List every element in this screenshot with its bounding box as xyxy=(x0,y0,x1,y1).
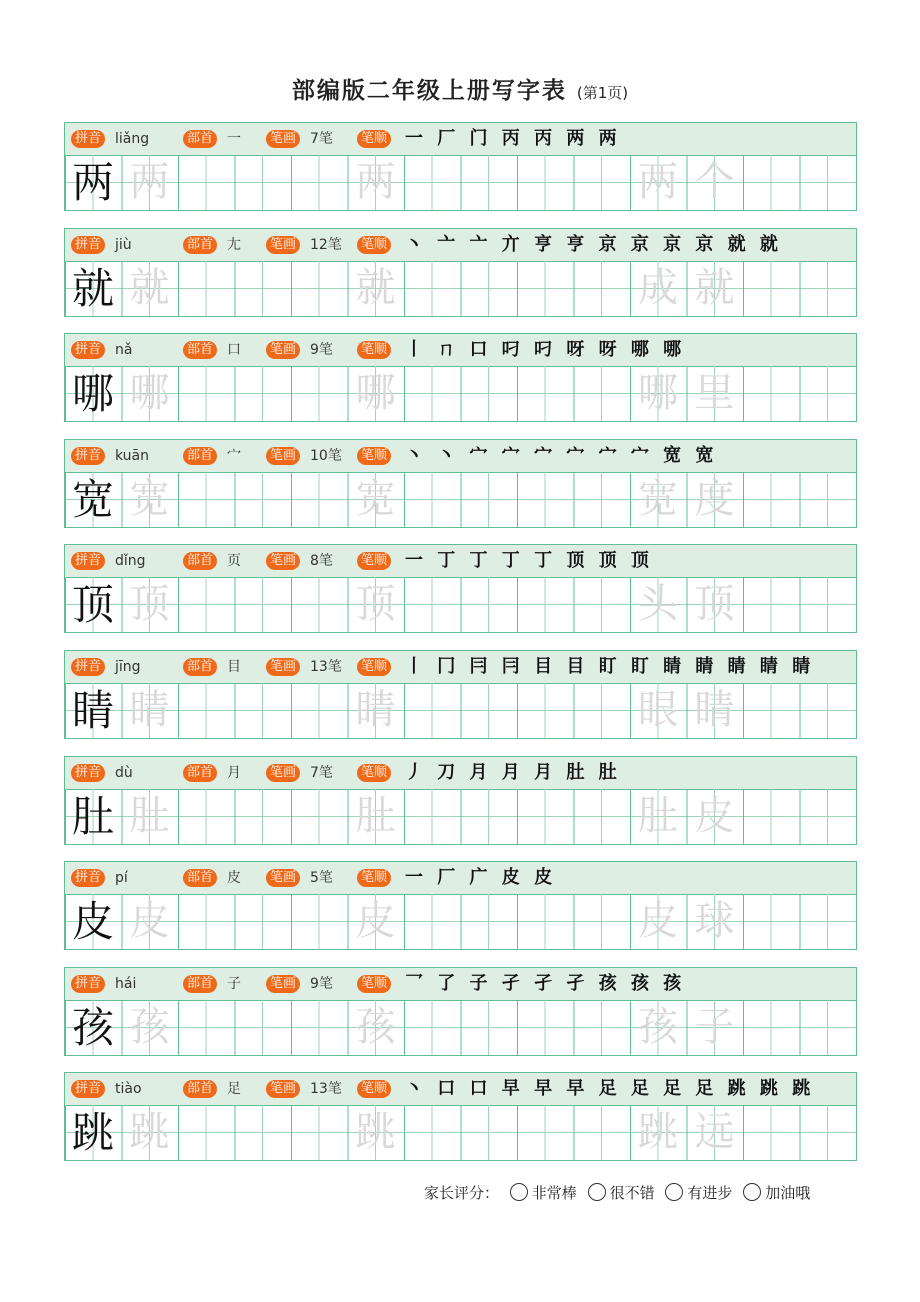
word-trace-character: 肚 xyxy=(638,792,678,839)
pinyin-value: pí xyxy=(115,870,128,887)
character-entry xyxy=(64,1072,857,1165)
pinyin-value: jīng xyxy=(115,659,141,675)
radical-value: 宀 xyxy=(227,447,241,464)
stroke-count-value: 13笔 xyxy=(310,659,342,675)
word-trace-character: 子 xyxy=(694,1003,735,1050)
radical-value: 一 xyxy=(227,131,241,147)
writing-grid[interactable] xyxy=(64,1105,857,1161)
word-trace-character: 皮 xyxy=(638,898,678,945)
stroke-count-tag: 笔画 xyxy=(266,658,300,676)
radio-circle-icon[interactable] xyxy=(588,1183,606,1201)
stroke-count-tag: 笔画 xyxy=(266,447,300,465)
entry-info-bar xyxy=(64,228,857,262)
character-entry xyxy=(64,333,857,426)
character-entry xyxy=(64,756,857,849)
pinyin-value: liǎng xyxy=(115,131,150,147)
stroke-order-tag: 笔顺 xyxy=(357,341,391,359)
word-trace-character: 孩 xyxy=(638,1003,678,1050)
stroke-count-value: 7笔 xyxy=(310,131,333,147)
radical-value: 口 xyxy=(227,342,241,359)
trace-character: 皮 xyxy=(355,898,396,945)
word-trace-character: 宽 xyxy=(638,475,678,522)
stroke-order-tag: 笔顺 xyxy=(357,658,391,676)
character-entry xyxy=(64,544,857,637)
radical-tag: 部首 xyxy=(183,658,217,676)
title-text: 部编版二年级上册写字表 xyxy=(291,77,567,104)
radio-circle-icon[interactable] xyxy=(665,1183,683,1201)
word-trace-character: 头 xyxy=(638,581,678,628)
model-character: 顶 xyxy=(71,580,114,630)
stroke-count-tag: 笔画 xyxy=(266,552,300,570)
radical-value: 皮 xyxy=(227,870,241,887)
stroke-count-tag: 笔画 xyxy=(266,130,300,148)
entry-info-bar xyxy=(64,650,857,684)
entry-info-bar xyxy=(64,544,857,578)
pinyin-tag: 拼音 xyxy=(71,552,105,570)
trace-character: 哪 xyxy=(129,370,170,417)
stroke-order-tag: 笔顺 xyxy=(357,130,391,148)
word-trace-character: 哪 xyxy=(638,370,678,417)
writing-grid[interactable] xyxy=(64,789,857,845)
model-character: 就 xyxy=(71,263,114,313)
radical-tag: 部首 xyxy=(183,130,217,148)
model-character: 两 xyxy=(71,158,114,207)
stroke-order-sequence: 丨 冂 冃 冃 目 目 盯 盯 睛 睛 睛 睛 睛 xyxy=(405,656,815,677)
radical-value: 尢 xyxy=(227,236,241,253)
rating-option-improved[interactable]: 有进步 xyxy=(665,1184,732,1202)
model-character: 睛 xyxy=(71,686,114,735)
writing-grid[interactable] xyxy=(64,894,857,950)
stroke-order-tag: 笔顺 xyxy=(357,236,391,254)
stroke-order-sequence: 丶 丶 宀 宀 宀 宀 宀 宀 宽 宽 xyxy=(405,444,718,466)
radical-tag: 部首 xyxy=(183,341,217,359)
radical-tag: 部首 xyxy=(183,869,217,887)
character-entry xyxy=(64,122,857,215)
radical-value: 子 xyxy=(227,975,241,992)
stroke-count-tag: 笔画 xyxy=(266,341,300,359)
word-trace-character: 度 xyxy=(694,475,735,522)
entry-info-bar xyxy=(64,967,857,1001)
trace-character: 两 xyxy=(129,159,170,205)
stroke-count-value: 8笔 xyxy=(310,553,333,570)
word-trace-character: 就 xyxy=(694,264,735,311)
character-entry xyxy=(64,967,857,1060)
stroke-order-sequence: 丶 口 口 早 早 早 足 足 足 足 跳 跳 跳 xyxy=(405,1078,815,1100)
pinyin-tag: 拼音 xyxy=(71,236,105,254)
radical-value: 页 xyxy=(227,553,241,570)
stroke-order-sequence: 丶 亠 亠 亣 亨 亨 京 京 京 京 就 就 xyxy=(405,233,782,255)
trace-character: 睛 xyxy=(129,687,170,733)
stroke-count-tag: 笔画 xyxy=(266,236,300,254)
writing-grid[interactable] xyxy=(64,683,857,739)
stroke-order-tag: 笔顺 xyxy=(357,975,391,993)
stroke-order-sequence: 丿 刀 月 月 月 肚 肚 xyxy=(405,761,621,783)
pinyin-tag: 拼音 xyxy=(71,975,105,993)
trace-character: 睛 xyxy=(355,687,396,733)
word-trace-character: 球 xyxy=(694,898,735,945)
stroke-count-tag: 笔画 xyxy=(266,869,300,887)
pinyin-value: jiù xyxy=(115,236,132,253)
pinyin-tag: 拼音 xyxy=(71,764,105,782)
word-trace-character: 两 xyxy=(638,159,678,205)
stroke-count-tag: 笔画 xyxy=(266,975,300,993)
stroke-order-tag: 笔顺 xyxy=(357,869,391,887)
stroke-count-value: 9笔 xyxy=(310,975,333,992)
trace-character: 皮 xyxy=(129,898,170,945)
trace-character: 宽 xyxy=(129,475,170,522)
trace-character: 两 xyxy=(355,159,396,205)
radical-value: 目 xyxy=(227,659,241,675)
radical-tag: 部首 xyxy=(183,1080,217,1098)
trace-character: 肚 xyxy=(355,792,396,839)
word-trace-character: 远 xyxy=(694,1109,735,1156)
word-trace-character: 个 xyxy=(694,159,735,205)
radical-value: 月 xyxy=(227,764,241,781)
rating-option-great[interactable]: 非常棒 xyxy=(510,1184,577,1202)
stroke-count-value: 5笔 xyxy=(310,870,333,887)
trace-character: 顶 xyxy=(129,581,170,628)
word-trace-character: 里 xyxy=(694,370,735,417)
trace-character: 肚 xyxy=(129,792,170,839)
pinyin-tag: 拼音 xyxy=(71,869,105,887)
stroke-count-tag: 笔画 xyxy=(266,764,300,782)
stroke-count-value: 7笔 xyxy=(310,764,333,781)
stroke-order-tag: 笔顺 xyxy=(357,447,391,465)
model-character: 皮 xyxy=(71,897,114,947)
trace-character: 哪 xyxy=(355,370,396,417)
trace-character: 孩 xyxy=(355,1003,396,1050)
model-character: 跳 xyxy=(71,1108,114,1158)
pinyin-tag: 拼音 xyxy=(71,341,105,359)
pinyin-value: dù xyxy=(115,764,133,781)
trace-character: 就 xyxy=(129,264,170,311)
word-trace-character: 跳 xyxy=(638,1109,678,1156)
radical-tag: 部首 xyxy=(183,764,217,782)
stroke-count-tag: 笔画 xyxy=(266,1080,300,1098)
entry-info-bar xyxy=(64,333,857,367)
model-character: 孩 xyxy=(71,1002,114,1052)
trace-character: 宽 xyxy=(355,475,396,522)
stroke-order-sequence: 一 厂 门 丙 丙 两 两 xyxy=(405,128,621,149)
radio-circle-icon[interactable] xyxy=(743,1183,761,1201)
character-entry xyxy=(64,439,857,532)
writing-grid[interactable] xyxy=(64,366,857,422)
stroke-count-value: 12笔 xyxy=(310,236,342,253)
radical-tag: 部首 xyxy=(183,447,217,465)
parent-rating xyxy=(424,1182,810,1203)
trace-character: 顶 xyxy=(355,581,396,628)
model-character: 宽 xyxy=(71,474,114,524)
stroke-order-sequence: 乛 了 子 孑 孑 孑 孩 孩 孩 xyxy=(405,972,686,994)
model-character: 哪 xyxy=(71,369,114,419)
pinyin-value: hái xyxy=(115,975,137,992)
model-character: 肚 xyxy=(71,791,114,841)
entry-info-bar xyxy=(64,756,857,790)
stroke-order-sequence: 一 厂 广 皮 皮 xyxy=(405,867,557,889)
rating-option-good[interactable]: 很不错 xyxy=(588,1184,655,1202)
page-title xyxy=(0,72,920,105)
entry-info-bar xyxy=(64,439,857,473)
pinyin-tag: 拼音 xyxy=(71,130,105,148)
stroke-order-tag: 笔顺 xyxy=(357,764,391,782)
page-number: (第1页) xyxy=(576,84,629,102)
pinyin-value: nǎ xyxy=(115,342,133,359)
character-entry xyxy=(64,861,857,954)
stroke-order-tag: 笔顺 xyxy=(357,552,391,570)
pinyin-tag: 拼音 xyxy=(71,658,105,676)
entry-info-bar xyxy=(64,861,857,895)
pinyin-value: kuān xyxy=(115,447,150,464)
character-entry xyxy=(64,228,857,321)
rating-label: 家长评分： xyxy=(424,1184,500,1202)
word-trace-character: 眼 xyxy=(638,687,678,733)
pinyin-tag: 拼音 xyxy=(71,1080,105,1098)
stroke-count-value: 13笔 xyxy=(310,1081,342,1098)
rating-option-keep-going[interactable]: 加油哦 xyxy=(743,1184,810,1202)
writing-grid[interactable] xyxy=(64,577,857,633)
stroke-count-value: 9笔 xyxy=(310,342,333,359)
word-trace-character: 皮 xyxy=(694,792,735,839)
stroke-count-value: 10笔 xyxy=(310,447,342,464)
writing-grid[interactable] xyxy=(64,261,857,317)
trace-character: 跳 xyxy=(355,1109,396,1156)
radical-tag: 部首 xyxy=(183,975,217,993)
pinyin-value: tiào xyxy=(115,1081,142,1098)
word-trace-character: 睛 xyxy=(694,687,735,733)
trace-character: 孩 xyxy=(129,1003,170,1050)
writing-grid[interactable] xyxy=(64,472,857,528)
entry-info-bar xyxy=(64,122,857,156)
stroke-order-tag: 笔顺 xyxy=(357,1080,391,1098)
character-entry xyxy=(64,650,857,743)
radio-circle-icon[interactable] xyxy=(510,1183,528,1201)
radical-tag: 部首 xyxy=(183,236,217,254)
writing-grid[interactable] xyxy=(64,1000,857,1056)
stroke-order-sequence: 一 丁 丁 丁 丁 顶 顶 顶 xyxy=(405,550,653,572)
entry-info-bar xyxy=(64,1072,857,1106)
pinyin-tag: 拼音 xyxy=(71,447,105,465)
word-trace-character: 成 xyxy=(638,264,678,311)
radical-value: 足 xyxy=(227,1081,241,1098)
trace-character: 跳 xyxy=(129,1109,170,1156)
word-trace-character: 顶 xyxy=(694,581,735,628)
radical-tag: 部首 xyxy=(183,552,217,570)
writing-grid[interactable] xyxy=(64,155,857,211)
trace-character: 就 xyxy=(355,264,396,311)
pinyin-value: dǐng xyxy=(115,553,146,570)
stroke-order-sequence: 丨 ㄇ 口 叼 叼 呀 呀 哪 哪 xyxy=(405,339,686,361)
